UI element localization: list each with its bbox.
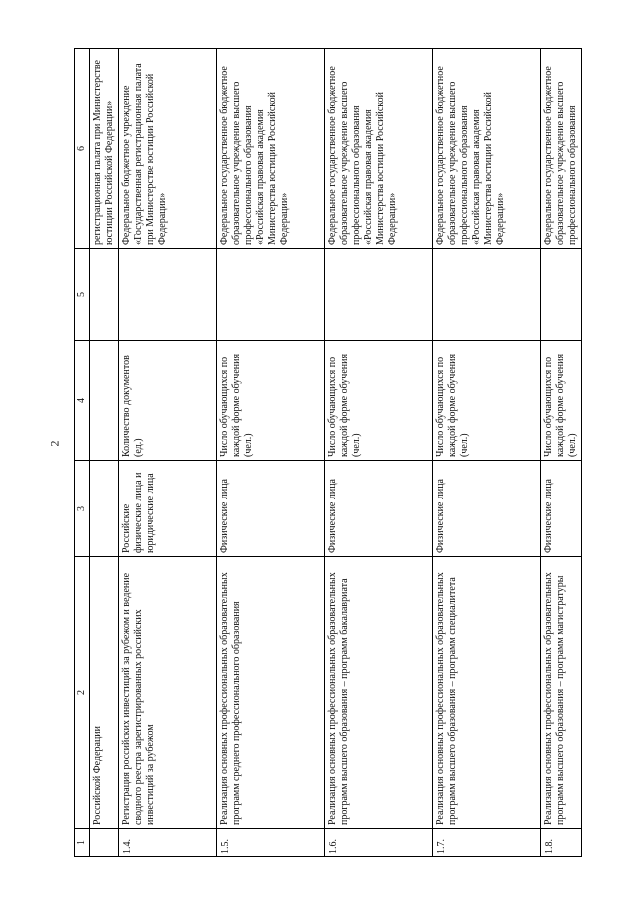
service-name: Реализация основных профессиональных образовательных программ высшего образования – программ специалитета (433, 556, 541, 828)
table-row (119, 48, 217, 856)
volume-indicator: Количество документов (ед.) (119, 340, 217, 460)
table-row (90, 48, 119, 856)
table-row (541, 48, 582, 856)
volume-indicator: Число обучающихся по каждой форме обучения (чел.) (217, 340, 325, 460)
column-5-value (217, 248, 325, 340)
column-header-5: 5 (75, 248, 90, 340)
volume-indicator: Число обучающихся по каждой форме обучения (чел.) (325, 340, 433, 460)
consumers: Физические лица (541, 460, 582, 556)
service-name: Российской Федерации (90, 556, 119, 828)
column-5-value (119, 248, 217, 340)
header-row (75, 48, 90, 856)
row-number: 1.5. (217, 828, 325, 856)
table-row (325, 48, 433, 856)
consumers: Российские физические лица и юридические лица (119, 460, 217, 556)
service-name: Реализация основных профессиональных образовательных программ высшего образования – программ магистратуры (541, 556, 582, 828)
table-row (217, 48, 325, 856)
column-5-value (90, 248, 119, 340)
row-number: 1.6. (325, 828, 433, 856)
rotated-table-container (74, 49, 578, 857)
consumers: Физические лица (325, 460, 433, 556)
row-number (90, 828, 119, 856)
page-number: 2 (47, 440, 62, 447)
institution: Федеральное государственное бюджетное образовательное учреждение высшего профессионального образования «Российская правовая академия Министерства юстиции Российской Федерации» (433, 48, 541, 248)
row-number: 1.8. (541, 828, 582, 856)
column-header-3: 3 (75, 460, 90, 556)
institution: Федеральное бюджетное учреждение «Государственная регистрационная палата при Министерстве юстиции Российской Федерации» (119, 48, 217, 248)
services-table (74, 48, 582, 857)
column-5-value (433, 248, 541, 340)
column-header-2: 2 (75, 556, 90, 828)
institution: Федеральное государственное бюджетное образовательное учреждение высшего профессионального образования (541, 48, 582, 248)
column-header-4: 4 (75, 340, 90, 460)
table-row (433, 48, 541, 856)
institution: Федеральное государственное бюджетное образовательное учреждение высшего профессионального образования «Российская правовая академия Министерства юстиции Российской Федерации» (325, 48, 433, 248)
service-name: Регистрация российских инвестиций за рубежом и ведение сводного реестра зарегистрированных российских инвестиций за рубежом (119, 556, 217, 828)
service-name: Реализация основных профессиональных образовательных программ высшего образования – программ бакалавриата (325, 556, 433, 828)
consumers (90, 460, 119, 556)
column-header-1: 1 (75, 828, 90, 856)
consumers: Физические лица (217, 460, 325, 556)
column-header-6: 6 (75, 48, 90, 248)
consumers: Физические лица (433, 460, 541, 556)
volume-indicator: Число обучающихся по каждой форме обучения (чел.) (541, 340, 582, 460)
volume-indicator: Число обучающихся по каждой форме обучения (чел.) (433, 340, 541, 460)
institution: регистрационная палата при Министерстве юстиции Российской Федерации» (90, 48, 119, 248)
service-name: Реализация основных профессиональных образовательных программ среднего профессионального образования (217, 556, 325, 828)
row-number: 1.7. (433, 828, 541, 856)
column-5-value (541, 248, 582, 340)
row-number: 1.4. (119, 828, 217, 856)
institution: Федеральное государственное бюджетное образовательное учреждение высшего профессионального образования «Российская правовая академия Министерства юстиции Российской Федерации» (217, 48, 325, 248)
volume-indicator (90, 340, 119, 460)
column-5-value (325, 248, 433, 340)
